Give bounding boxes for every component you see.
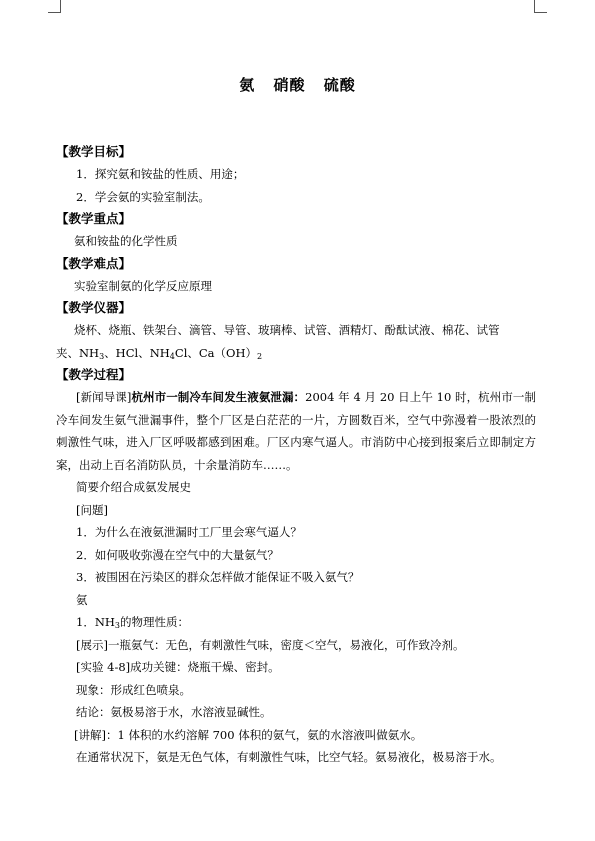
lecture-text: [讲解]：1 体积的水约溶解 700 体积的氨气，氨的水溶液叫做氨水。	[74, 727, 423, 742]
key-points-text: 氨和铵盐的化学性质	[74, 234, 178, 248]
physical-properties-heading: 1．$NH_3$的物理性质：	[76, 615, 190, 630]
goal-item: 2．学会氨的实验室制法。	[76, 189, 210, 204]
experiment-text: [实验 4-8]成功关键：烧瓶干燥、密封。	[76, 660, 280, 674]
goal-item: 1．探究氨和铵盐的性质、用途；	[76, 167, 245, 181]
document-body	[56, 141, 536, 769]
show-text: [展示]一瓶氨气：无色，有刺激性气味，密度＜空气，易液化，可作致冷剂。	[76, 637, 465, 652]
page-corner-mark-right	[534, 0, 547, 13]
title-part-ammonia: 氨	[239, 76, 256, 94]
question-tag: [问题]	[76, 502, 108, 517]
summary-text: 在通常状况下，氨是无色气体，有刺激性气味，比空气轻。氨易液化，极易溶于水。	[76, 750, 502, 764]
news-headline: 杭州市一制冷车间发生液氨泄漏：	[131, 390, 306, 404]
section-header-process: 【教学过程】	[56, 367, 132, 382]
news-text: 2004 年 4 月 20 日上午 10 时，杭州市一制冷车间发生氨气泄漏事件，整个厂区是白茫茫的一片，方圆数百米，空气中弥漫着一股浓烈的刺激性气味，进入厂区呼吸都感到困难。厂区内寒气逼人。市消防中心接到报案后立即制定方案，出动上百名消防队员，十余量消防车……。	[56, 390, 536, 472]
section-header-difficulties: 【教学难点】	[56, 255, 132, 271]
difficulties-text: 实验室制氨的化学反应原理	[74, 278, 212, 293]
section-header-key-points: 【教学重点】	[56, 211, 132, 226]
question-item: 1．为什么在液氨泄漏时工厂里会寒气逼人？	[76, 525, 302, 539]
page-corner-mark-left	[48, 0, 61, 13]
question-item: 2．如何吸收弥漫在空气中的大量氨气？	[76, 547, 279, 562]
title-part-sulfuric-acid: 硫酸	[323, 76, 356, 94]
news-paragraph	[56, 386, 536, 476]
question-item: 3．被围困在污染区的群众怎样做才能保证不吸入氨气？	[76, 570, 360, 584]
news-tag: [新闻导课]	[76, 390, 132, 404]
instruments-line-1: 烧杯、烧瓶、铁架台、滴管、导管、玻璃棒、试管、酒精灯、酚酞试液、棉花、试管	[74, 323, 500, 337]
section-header-instruments: 【教学仪器】	[56, 300, 132, 315]
section-header-goals: 【教学目标】	[56, 144, 132, 159]
phenomenon-text: 现象：形成红色喷泉。	[76, 682, 191, 697]
title-part-nitric-acid: 硝酸	[273, 76, 306, 94]
history-intro: 简要介绍合成氨发展史	[76, 480, 191, 494]
instruments-line-2: 夹、$NH_3$、HCl、$NH_4Cl$、$Ca(OH)_2$	[56, 345, 263, 361]
ammonia-subheading: 氨	[76, 592, 88, 607]
conclusion-text: 结论：氨极易溶于水，水溶液显碱性。	[76, 705, 272, 719]
page-title	[0, 74, 595, 95]
